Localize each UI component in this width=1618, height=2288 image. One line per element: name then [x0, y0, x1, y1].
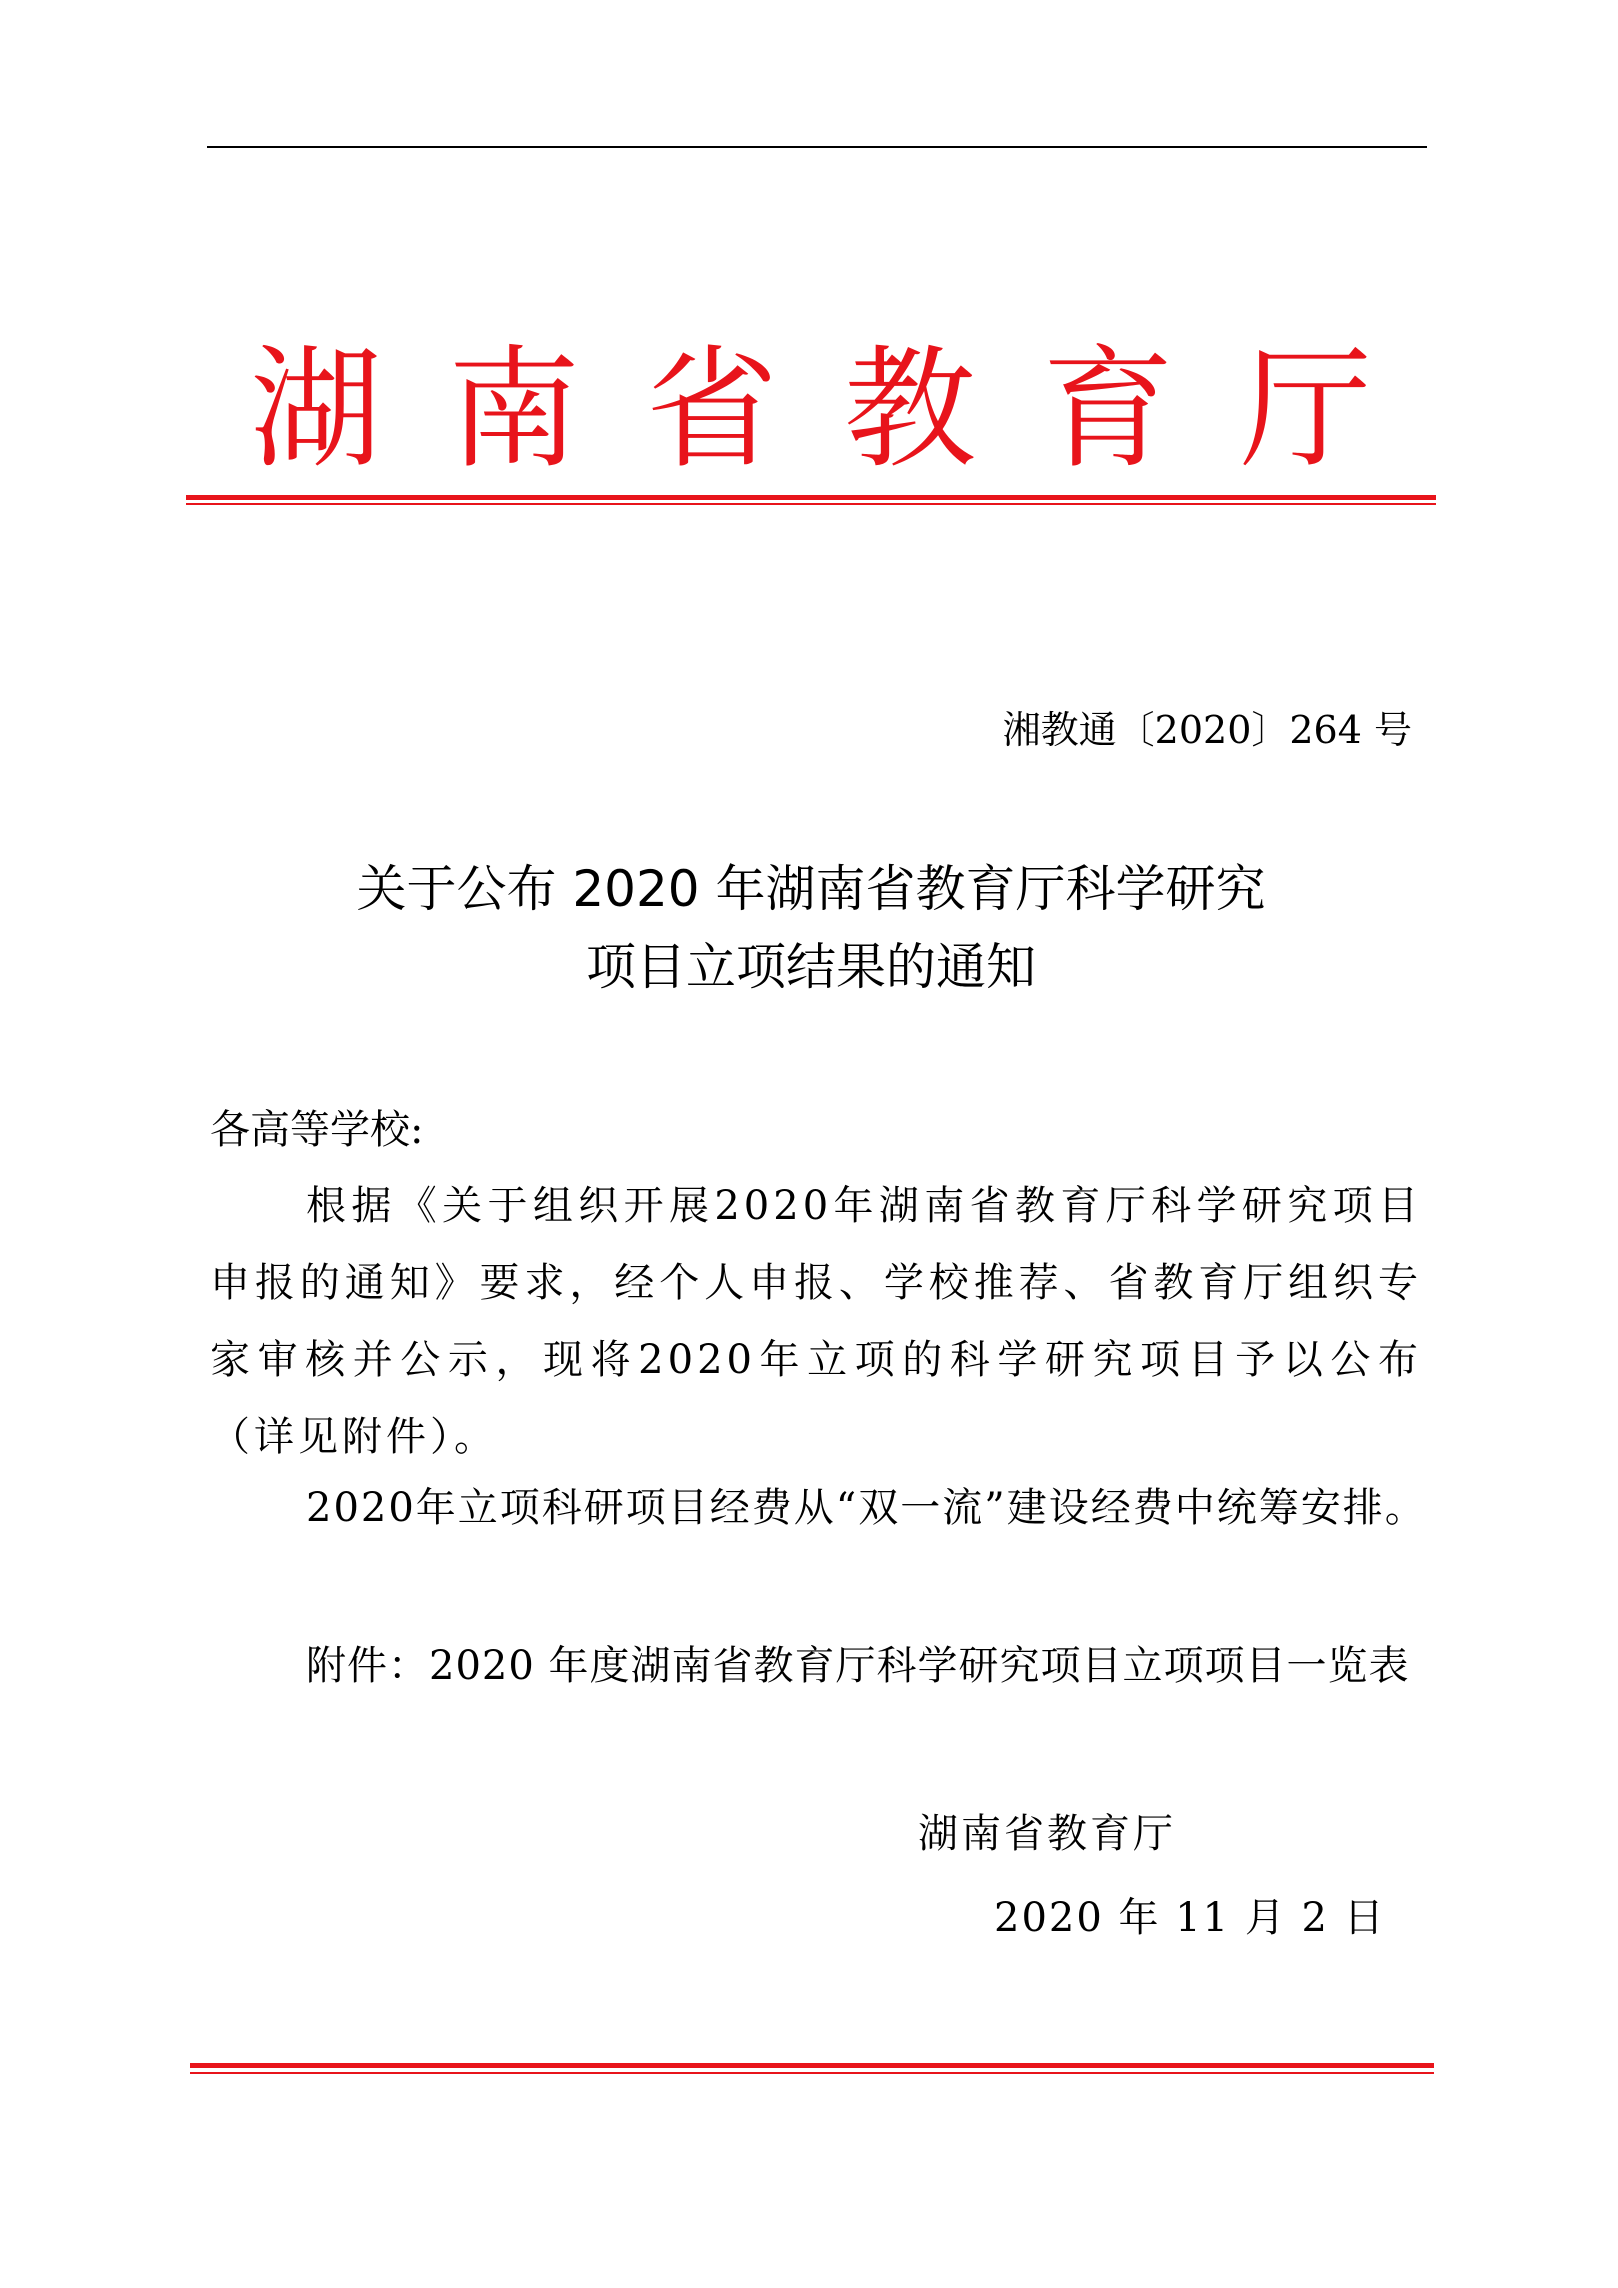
agency-letterhead	[186, 325, 1436, 495]
body-paragraph: 根据《关于组织开展2020年湖南省教育厅科学研究项目申报的通知》要求，经个人申报、学校推荐、省教育厅组织专家审核并公示，现将2020年立项的科学研究项目予以公布（详见附件）。	[210, 1183, 1422, 1460]
letterhead-red-rule-thin	[186, 503, 1436, 505]
signature-agency: 湖南省教育厅	[918, 1811, 1176, 1857]
signature-date: 2020 年 11 月 2 日	[994, 1895, 1386, 1941]
letterhead-char: 湖	[250, 333, 382, 487]
letterhead-char: 育	[1042, 333, 1174, 487]
footer-red-rule-thin	[190, 2072, 1434, 2074]
document-number: 湘教通〔2020〕264 号	[1002, 708, 1412, 752]
document-title-line-2: 项目立项结果的通知	[586, 938, 1036, 996]
letterhead-char: 厅	[1240, 333, 1372, 487]
document-title-line-1: 关于公布 2020 年湖南省教育厅科学研究	[356, 860, 1266, 918]
footer-red-rule-thick	[190, 2063, 1434, 2068]
attachment-line: 附件：2020 年度湖南省教育厅科学研究项目立项项目一览表	[306, 1643, 1410, 1689]
letterhead-char: 南	[448, 333, 580, 487]
top-divider	[207, 146, 1427, 148]
letterhead-char: 教	[844, 333, 976, 487]
salutation: 各高等学校:	[210, 1107, 424, 1153]
letterhead-char: 省	[646, 333, 778, 487]
letterhead-red-rule-thick	[186, 495, 1436, 500]
funding-paragraph: 2020年立项科研项目经费从“双一流”建设经费中统筹安排。	[306, 1485, 1427, 1531]
document-title	[186, 850, 1436, 1006]
